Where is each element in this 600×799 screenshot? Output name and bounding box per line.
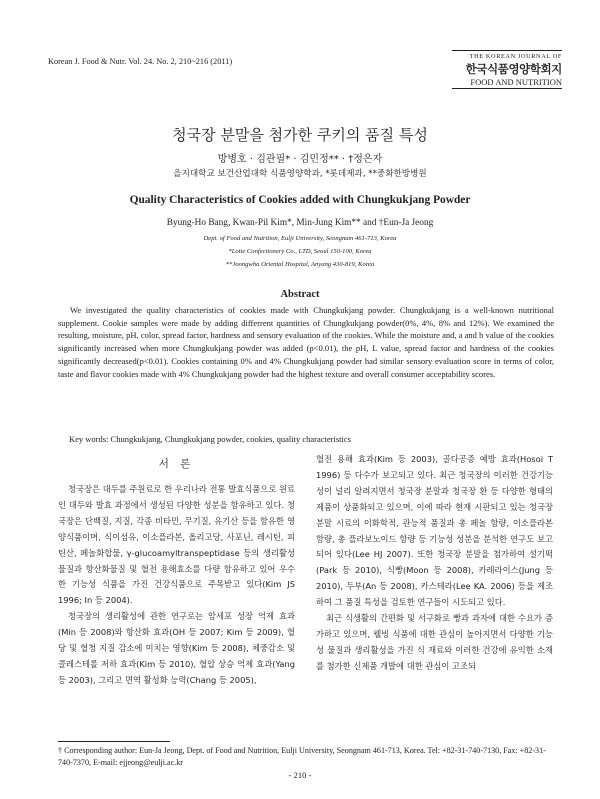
journal-masthead (452, 50, 562, 89)
abstract-body: We investigated the quality characteristics of cookies made with Chungkukjang powder. Chungkukjang is a well-known nutritional supplement. Cookie samples were made by adding differrent quantities of Chungkukjang powder(0%, 4%, 8% and 12%). We examined the resulting, moisture, pH, color, spread factor, hardness and sensory evaluation of the cookies. While the moisture and, a and b value of the cookies significantly increased when more Chungkukjang powder was added (p<0.01), the pH, L value, spread factor and hardness of the cookies significantly decreased(p<0.01). Cookies containing 0% and 4% Chungkukjang powder had similar sensory evaluation score in terms of color, taste and flavor cookies made with 4% Chungkukjang powder had the highest texture and overall consumer acceptability scores. (58, 305, 554, 379)
section-heading-introduction: 서 론 (158, 458, 195, 470)
paragraph: 청국장의 생리활성에 관한 연구로는 암세포 성장 억제 효과(Min 등 2008)와 항산화 효과(OH 등 2007; Kim 등 2009), 혈당 및 혈청 지질 감소에 미치는 영향(Kim 등 2008), 체중감소 및 콜레스테롤 저하 효과(Kim 등 2010), 혈압 상승 억제 효과(Yang 등 2003), 그리고 면역 활성화 능력(Chang 등 2005), (58, 611, 295, 685)
paragraph: 혈전 용해 효과(Kim 등 2003), 골다공증 예방 효과(Hosoi T 1996) 등 다수가 보고되고 있다. 최근 청국장의 이러한 건강기능성이 널리 알려지면서 청국장 분말과 청국장 환 등 다양한 형태의 제품이 상품화되고 있으며, 이에 따라 현재 시판되고 있는 청국장 분말 시료의 이화학적, 관능적 품질과 총 페놀 함량, 이소플라본 함량, 총 플라보노이드 함량 등 기능성 성분을 분석한 연구도 보고되어 있다(Lee HJ 2007). 또한 청국장 분말을 첨가하여 설기떡(Park 등 2010), 식빵(Moon 등 2008), 카레라이스(Jung 등 2010), 두부(An 등 2008), 카스테라(Lee KA. 2006) 등을 제조하여 그 품질 특성을 검토한 연구들이 시도되고 있다. (316, 454, 553, 608)
affiliation-english-2: *Lotte Confectionery Co., LTD, Seoul 150-100, Korea (228, 248, 372, 255)
journal-name-en-bottom: FOOD AND NUTRITION (452, 77, 562, 89)
footnote-rule (58, 741, 170, 742)
paragraph: 최근 식생활의 간편화 및 서구화로 빵과 과자에 대한 수요가 증가하고 있으며, 웰빙 식품에 대한 관심이 높아지면서 다양한 기능성 물질과 생리활성을 가진 식 재료와 이러한 건강에 유익한 소재를 첨가한 신제품 개발에 대한 관심이 고조되 (316, 613, 553, 671)
body-column-left (58, 482, 295, 689)
authors-english: Byung-Ho Bang, Kwan-Pil Kim*, Min-Jung Kim** and †Eun-Ja Jeong (166, 218, 434, 228)
title-english: Quality Characteristics of Cookies added with Chungkukjang Powder (129, 194, 471, 206)
abstract-heading: Abstract (280, 289, 320, 300)
authors-korean: 방병호 · 김관필* · 김민정** · †정은자 (217, 154, 383, 165)
body-column-right (316, 452, 553, 675)
journal-name-ko: 한국식품영양학회지 (465, 62, 562, 76)
title-korean: 청국장 분말을 첨가한 쿠키의 품질 특성 (172, 126, 428, 144)
journal-reference: Korean J. Food & Nutr. Vol. 24. No. 2, 210~216 (2011) (48, 57, 233, 66)
keywords: Key words: Chungkukjang, Chungkukjang powder, cookies, quality characteristics (69, 434, 351, 444)
paragraph: 청국장은 대두를 주원료로 한 우리나라 전통 발효식품으로 원료인 대두와 발효 과정에서 생성된 다양한 성분을 함유하고 있다. 청국장은 단백질, 지질, 각종 비타민, 무기질, 유기산 등을 함유한 영양식품이며, 식이섬유, 이소플라본, 올리고당, 사포닌, 레시틴, 피틴산, 페놀화합물, γ-glucoamyltranspeptidase 등의 생리활성물질과 항산화물질 및 혈전 용해효소를 다량 함유하고 있어 우수한 기능성 식품을 가진 건강식품으로 주목받고 있다(Kim JS 1996; In 등 2004). (58, 484, 295, 606)
affiliation-english-1: Dept. of Food and Nutrition, Eulji University, Seongnam 461-713, Korea (203, 235, 397, 242)
affiliation-english-3: **Joongwha Oriental Hospital, Anyang 430-819, Korea (225, 261, 375, 268)
journal-name-en-top: THE KOREAN JOURNAL OF (452, 50, 562, 60)
page-number: - 210 - (288, 770, 312, 780)
affiliations-korean: 을지대학교 보건산업대학 식품영양학과, *롯데제과, **중화한방병원 (173, 169, 427, 179)
footnote-corresponding-author: † Corresponding author: Eun-Ja Jeong, Dept. of Food and Nutrition, Eulji University, Seongnam 461-713, Korea. Tel: +82-31-740-7130, Fax: +82-31-740-7370, E-mail: ejjeong@eulji.ac.kr (58, 746, 546, 767)
